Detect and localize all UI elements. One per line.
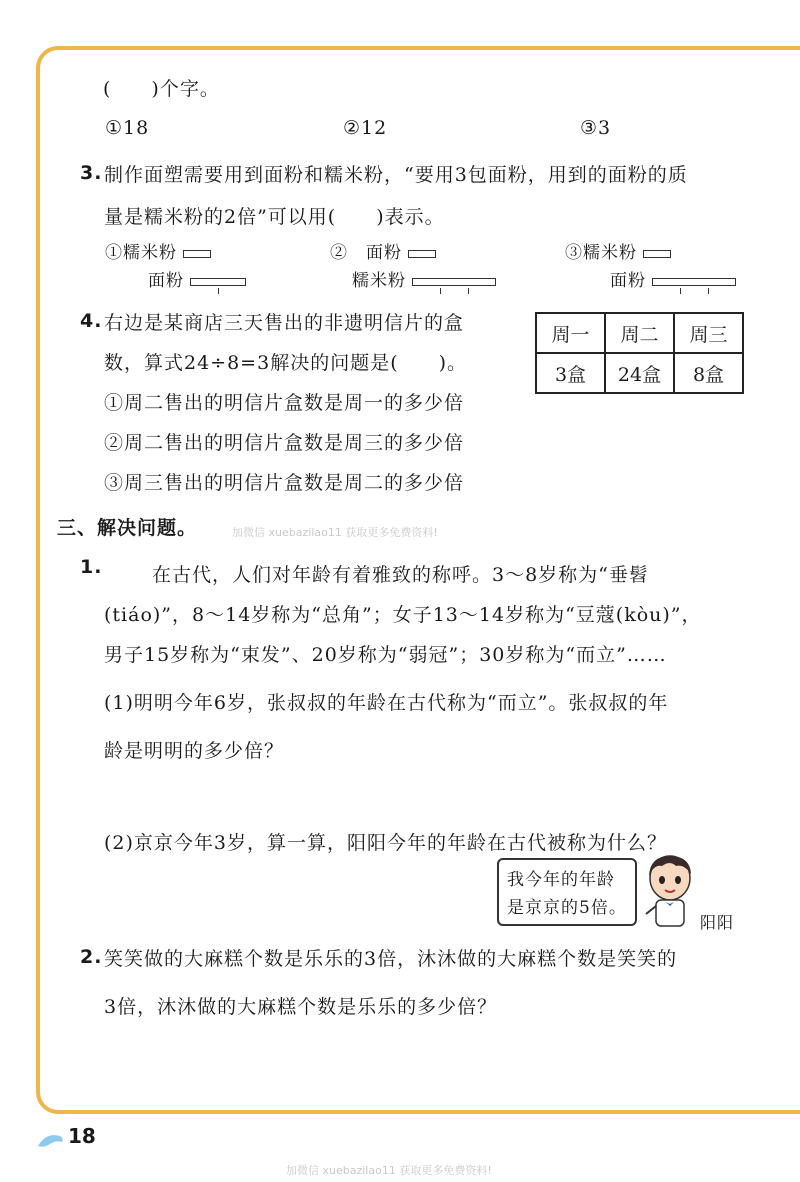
table-cell: 8盒 [674, 353, 743, 393]
watermark: 加微信 xuebazilao11 获取更多免费资料! [232, 526, 438, 539]
prev-question-tail: ( )个字。 [103, 78, 220, 100]
dolphin-icon [36, 1130, 66, 1152]
prev-option-3: ③3 [580, 117, 612, 139]
bubble-line1: 我今年的年龄 [507, 870, 615, 890]
p1-line2: (tiáo)”，8～14岁称为“总角”；女子13～14岁称为“豆蔻(kòu)”， [104, 604, 702, 626]
q3-opt2-label: ② 面粉 [330, 243, 402, 263]
section-title: 三、解决问题。 [57, 517, 198, 539]
p1-line3: 男子15岁称为“束发”、20岁称为“弱冠”；30岁称为“而立”…… [104, 644, 667, 666]
page-number: 18 [68, 1124, 96, 1148]
character-name: 阳阳 [700, 913, 735, 932]
p1-number: 1. [80, 556, 103, 578]
q3-option-1-sub [148, 266, 246, 291]
table-header-cell: 周三 [674, 313, 743, 353]
q3-option-3 [565, 238, 671, 263]
sales-table [535, 312, 744, 394]
speech-bubble [497, 858, 637, 926]
p1-sub2: (2)京京今年3岁，算一算，阳阳今年的年龄在古代被称为什么？ [104, 832, 668, 854]
q4-option-1: ①周二售出的明信片盒数是周一的多少倍 [104, 392, 465, 414]
bar-diagram [183, 250, 211, 258]
bar-diagram [643, 250, 671, 258]
q4-number: 4. [80, 310, 103, 332]
table-cell: 3盒 [536, 353, 605, 393]
q4-line2: 数，算式24÷8=3解决的问题是( )。 [104, 352, 468, 374]
boy-character-icon [640, 852, 700, 934]
table-header-row [536, 313, 743, 353]
p1-sub1-line2: 龄是明明的多少倍？ [104, 740, 285, 762]
footer-watermark: 加微信 xuebazilao11 获取更多免费资料! [286, 1164, 492, 1177]
q3-option-3-sub [610, 266, 736, 291]
table-cell: 24盒 [605, 353, 674, 393]
q3-opt3-label: ③糯米粉 [565, 243, 637, 263]
p2-number: 2. [80, 946, 103, 968]
q3-opt3-sub: 面粉 [610, 271, 646, 291]
bar-diagram [408, 250, 436, 258]
q4-option-2: ②周二售出的明信片盒数是周三的多少倍 [104, 432, 465, 454]
p1-sub1-line1: (1)明明今年6岁，张叔叔的年龄在古代称为“而立”。张叔叔的年 [104, 692, 669, 714]
q3-opt2-sub: 糯米粉 [352, 271, 406, 291]
p1-line1: 在古代，人们对年龄有着雅致的称呼。3～8岁称为“垂髫 [152, 564, 649, 586]
table-header-cell: 周一 [536, 313, 605, 353]
bubble-line2: 是京京的5倍。 [507, 898, 627, 918]
q3-opt1-label: ①糯米粉 [105, 243, 177, 263]
q4-option-3: ③周三售出的明信片盒数是周二的多少倍 [104, 472, 465, 494]
prev-option-2: ②12 [343, 117, 388, 139]
q3-opt1-sub: 面粉 [148, 271, 184, 291]
bar-diagram [652, 278, 736, 286]
q3-option-2-sub [352, 266, 496, 291]
p2-line2: 3倍，沐沐做的大麻糕个数是乐乐的多少倍？ [104, 996, 498, 1018]
q3-line1: 制作面塑需要用到面粉和糯米粉，“要用3包面粉，用到的面粉的质 [104, 164, 688, 186]
bar-diagram [412, 278, 496, 286]
q3-number: 3. [80, 162, 103, 184]
q3-option-2 [330, 238, 436, 263]
bar-diagram [190, 278, 246, 286]
table-header-cell: 周二 [605, 313, 674, 353]
prev-option-1: ①18 [105, 117, 150, 139]
q4-line1: 右边是某商店三天售出的非遗明信片的盒 [104, 312, 465, 334]
table-row [536, 353, 743, 393]
p2-line1: 笑笑做的大麻糕个数是乐乐的3倍，沐沐做的大麻糕个数是笑笑的 [104, 948, 678, 970]
q3-line2: 量是糯米粉的2倍”可以用( )表示。 [104, 206, 445, 228]
q3-option-1 [105, 238, 211, 263]
